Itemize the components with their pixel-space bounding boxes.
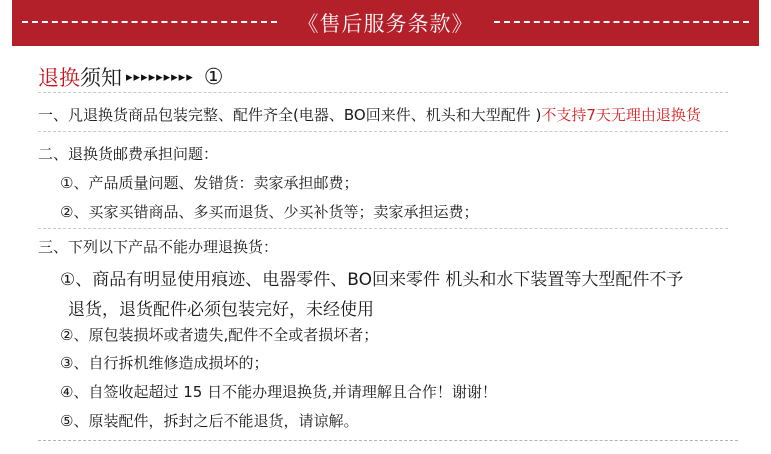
divider xyxy=(38,92,728,93)
clause-3a-line2: 退货，退货配件必须包装完好，未经使用 xyxy=(68,300,374,320)
section-title-red: 退换 xyxy=(38,66,80,90)
section-number: ① xyxy=(203,64,224,90)
bottom-divider xyxy=(38,440,738,441)
clause-3a-line1: ①、商品有明显使用痕迹、电器零件、BO回来零件 机头和水下装置等大型配件不予 xyxy=(60,270,684,290)
clause-3e: ⑤、原装配件，拆封之后不能退货，请谅解。 xyxy=(60,412,359,430)
clause-3b: ②、原包装损坏或者遗失,配件不全或者损坏者； xyxy=(60,326,379,344)
divider xyxy=(38,228,728,229)
banner-dash-left xyxy=(22,21,277,23)
banner-dash-right xyxy=(494,21,749,23)
clause-3c: ③、自行拆机维修造成损坏的； xyxy=(60,354,269,372)
clause-2b: ②、买家买错商品、多买而退货、少买补货等；卖家承担运费； xyxy=(60,203,479,221)
title-banner xyxy=(12,0,759,46)
banner-title: 《售后服务条款》 xyxy=(292,8,480,38)
clause-1 xyxy=(38,104,701,125)
clause-2a: ①、产品质量问题、发错货：卖家承担邮费； xyxy=(60,174,359,192)
clause-3-title: 三、下列以下产品不能办理退换货： xyxy=(38,238,279,256)
clause-3d: ④、自签收起超过 15 日不能办理退换货,并请理解且合作！谢谢！ xyxy=(60,383,497,401)
divider xyxy=(38,131,728,132)
section-heading xyxy=(38,62,223,92)
clause-1-text: 一、凡退换货商品包装完整、配件齐全(电器、BO回来件、机头和大型配件 ) xyxy=(38,106,542,124)
clause-1-warning: 不支持7天无理由退换货 xyxy=(541,106,701,124)
arrow-icons: ▸▸▸▸▸▸▸▸▸ xyxy=(126,69,194,85)
section-title-black: 须知 xyxy=(80,66,122,90)
clause-2-title: 二、退换货邮费承担问题： xyxy=(38,145,219,163)
